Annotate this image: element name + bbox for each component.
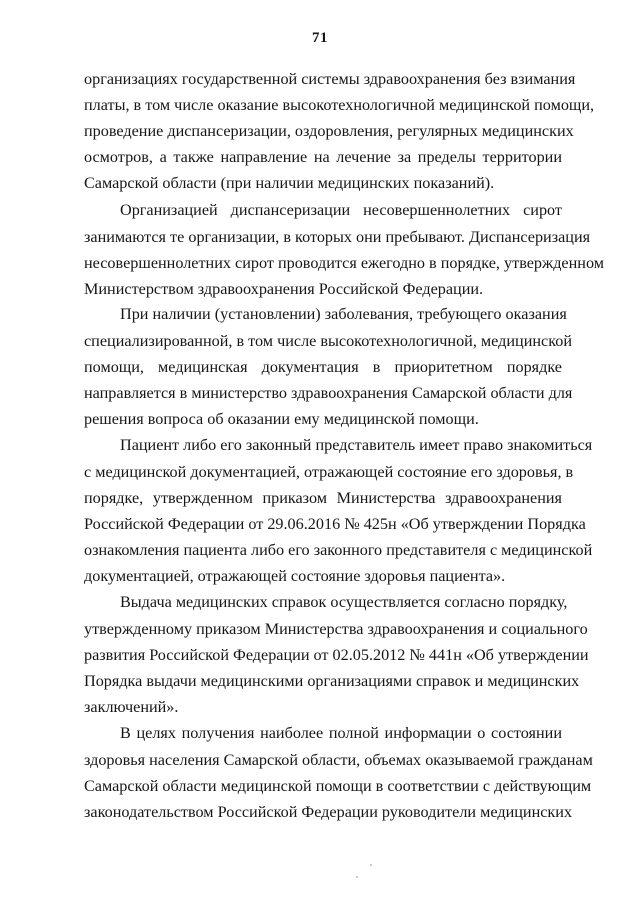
paragraph-5-line-1: Выдача медицинских справок осуществляется согласно порядку,: [120, 593, 568, 611]
paragraph-6-line-2: здоровья населения Самарской области, объемах оказываемой гражданам: [84, 751, 593, 769]
paragraph-4-line-6: документацией, отражающей состояние здоровья пациента».: [84, 567, 506, 585]
paragraph-5-line-3: развития Российской Федерации от 02.05.2012 № 441н «Об утверждении: [84, 646, 589, 664]
paragraph-6-line-4: законодательством Российской Федерации руководители медицинских: [84, 803, 573, 821]
paragraph-3-line-5: решения вопроса об оказании ему медицинской помощи.: [84, 410, 479, 428]
paragraph-3-line-1: При наличии (установлении) заболевания, требующего оказания: [120, 305, 567, 323]
paragraph-4-line-2: с медицинской документацией, отражающей состояние его здоровья, в: [84, 463, 574, 481]
paragraph-1-line-5: Самарской области (при наличии медицинских показаний).: [84, 174, 495, 192]
paragraph-1-line-4: осмотров, а также направление на лечение за пределы территории: [84, 148, 562, 166]
paragraph-2-line-1: Организацией диспансеризации несовершеннолетних сирот: [120, 201, 562, 219]
paragraph-4-line-5: ознакомления пациента либо его законного представителя с медицинской: [84, 541, 593, 559]
paragraph-2-line-2: занимаются те организации, в которых они пребывают. Диспансеризация: [84, 228, 591, 246]
paragraph-4-line-1: Пациент либо его законный представитель имеет право знакомиться: [120, 436, 593, 454]
paragraph-6-line-3: Самарской области медицинской помощи в соответствии с действующим: [84, 777, 592, 795]
paragraph-1-line-2: платы, в том числе оказание высокотехнологичной медицинской помощи,: [84, 96, 595, 114]
paragraph-5-line-2: утвержденному приказом Министерства здравоохранения и социального: [84, 620, 588, 638]
paragraph-4-line-3: порядке, утвержденном приказом Министерства здравоохранения: [84, 489, 562, 507]
paragraph-1-line-3: проведение диспансеризации, оздоровления, регулярных медицинских: [84, 122, 574, 140]
scan-speck: [356, 876, 358, 878]
scan-speck: [370, 864, 372, 866]
paragraph-5-line-5: заключений».: [84, 698, 179, 716]
paragraph-2-line-3: несовершеннолетних сирот проводится ежегодно в порядке, утвержденном: [84, 254, 604, 272]
paragraph-2-line-4: Министерством здравоохранения Российской Федерации.: [84, 280, 484, 298]
page-number: 71: [312, 30, 328, 46]
paragraph-6-line-1: В целях получения наиболее полной информации о состоянии: [120, 724, 562, 742]
paragraph-3-line-2: специализированной, в том числе высокотехнологичной, медицинской: [84, 332, 573, 350]
paragraph-4-line-4: Российской Федерации от 29.06.2016 № 425н «Об утверждении Порядка: [84, 515, 586, 533]
paragraph-3-line-4: направляется в министерство здравоохранения Самарской области для: [84, 384, 573, 402]
paragraph-3-line-3: помощи, медицинская документация в приоритетном порядке: [84, 358, 562, 376]
paragraph-1-line-1: организациях государственной системы здравоохранения без взимания: [84, 70, 576, 88]
paragraph-5-line-4: Порядка выдачи медицинскими организациями справок и медицинских: [84, 672, 580, 690]
